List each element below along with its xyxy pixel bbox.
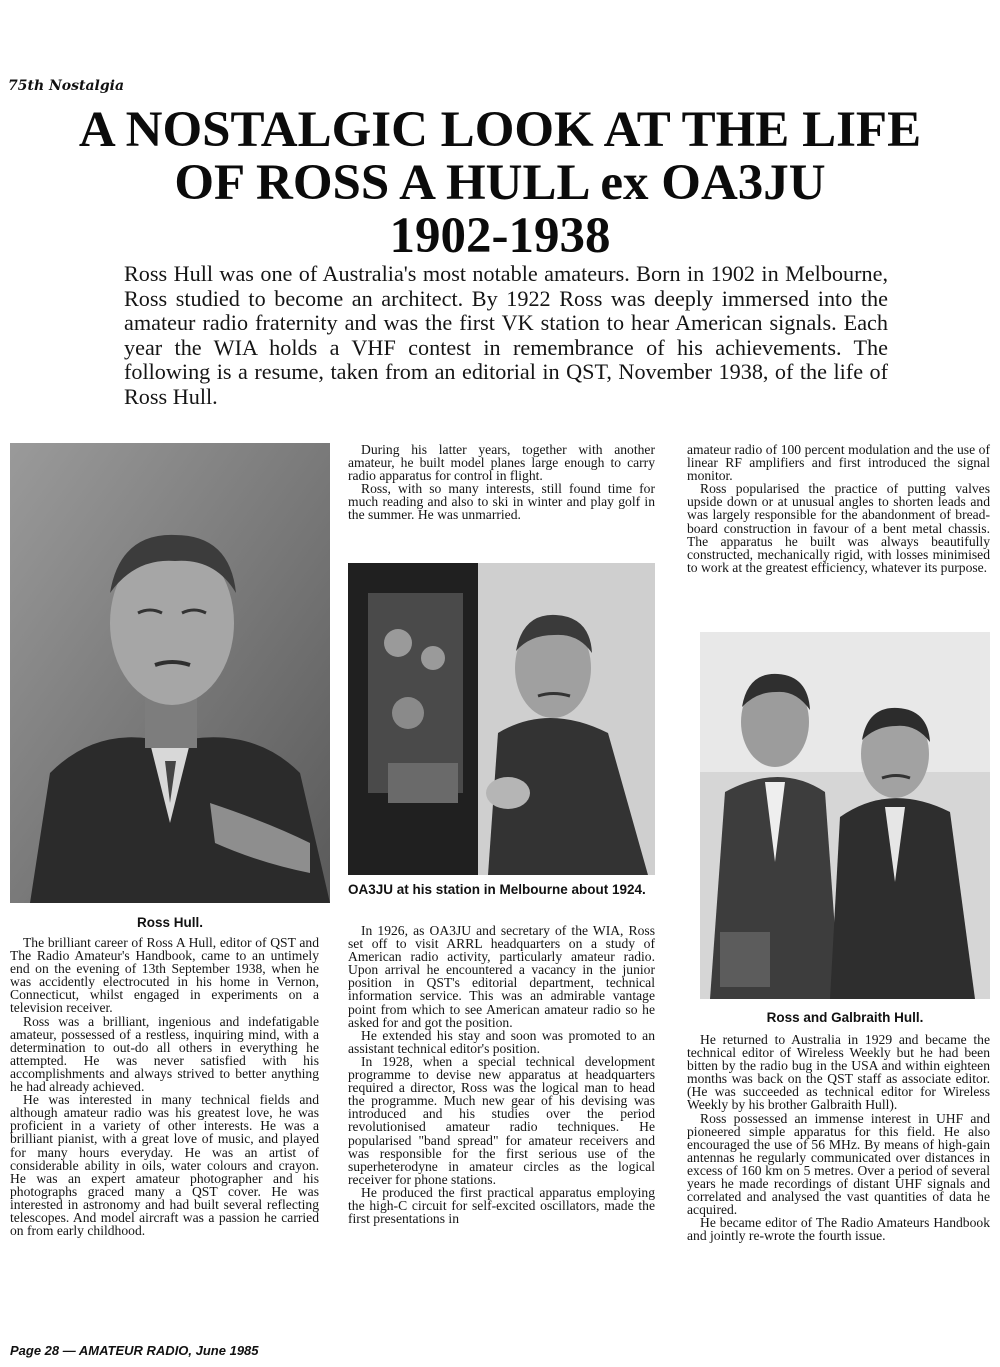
column-3-bottom-text xyxy=(687,1033,990,1243)
headline xyxy=(30,104,970,263)
intro-paragraph: Ross Hull was one of Australia's most notable amateurs. Born in 1902 in Melbourne, Ross studied to become an architect. By 1922 Ross was deeply immersed into the amateur radio fraternity and was the first VK station to hear American signals. Each year the WIA holds a VHF contest in remembrance of his achievements. The following is a resume, taken from an editorial in QST, November 1938, of the life of Ross Hull. xyxy=(124,261,888,409)
paragraph: He was interested in many technical fields and although amateur radio was his greatest love, he was proficient in a variety of other interests. He was a brilliant pianist, with a great love of music, and played for many hours everyday. He was an artist of considerable ability in oils, water colours and crayon. He was an expert amateur photographer and his photographs graced many a QST cover. He was interested in astronomy and had built several reflecting telescopes. And model aircraft was a passion he carried on from early childhood. xyxy=(10,1092,319,1239)
paragraph: He returned to Australia in 1929 and became the technical editor of Wireless Weekly but he had been bitten by the radio bug in the USA and within eighteen months was back on the QST staff as associate editor. (He was succeeded as technical editor for Wireless Weekly by his brother Galbraith Hull). xyxy=(687,1032,990,1113)
paragraph: In 1926, as OA3JU and secretary of the WIA, Ross set off to visit ARRL headquarters on a study of American radio activity, particularly amateur radio. Upon arrival he encountered a vacancy in the junior position in QST's editorial department, technical information service. This was an admirable vantage point from which to see American amateur radio so he asked for and got the position. xyxy=(348,923,655,1030)
paragraph: He became editor of The Radio Amateurs Handbook and jointly re-wrote the fourth issue. xyxy=(687,1215,990,1244)
paragraph: Ross popularised the practice of putting valves upside down or at unusual angles to shorten leads and was largely responsible for the abandonment of bread-board construction in favour of a bent metal chassis. The apparatus he built was always beautifully constructed, mechanically rigid, with losses minimised to work at the greatest efficiency, whatever its purpose. xyxy=(687,481,990,575)
page-footer: Page 28 — AMATEUR RADIO, June 1985 xyxy=(10,1343,259,1358)
ross-hull-portrait-photo xyxy=(10,443,330,903)
ross-and-galbraith-photo xyxy=(700,632,990,999)
paragraph: Ross, with so many interests, still found time for much reading and also to ski in winter and play golf in the summer. He was unmarried. xyxy=(348,481,655,523)
column-2-top-text xyxy=(348,443,655,522)
station-photo xyxy=(348,563,655,875)
paragraph: Ross was a brilliant, ingenious and indefatigable amateur, possessed of a restless, inquiring mind, with a determination to out-do all others in everything he attempted. He was never satisfied with his accomplishments and always strived to better anything he had already achieved. xyxy=(10,1013,319,1095)
paragraph: Ross possessed an immense interest in UHF and pioneered simple apparatus for this field. He also encouraged the use of 56 MHz. By means of high-gain antennas he regularly communicated over distances in excess of 160 km on 5 metres. Over a period of several years he made recordings of distant UHF signals and correlated and analysed the vast quantities of data he acquired. xyxy=(687,1110,990,1218)
paragraph: The brilliant career of Ross A Hull, editor of QST and The Radio Amateur's Handbook, came to an untimely end on the evening of 13th September 1938, when he was accidently electrocuted in his home in Vernon, Connecticut, whilst engaged in experiments on a television receiver. xyxy=(10,935,319,1016)
paragraph: amateur radio of 100 percent modulation and the use of linear RF amplifiers and first introduced the signal monitor. xyxy=(687,442,990,484)
station-caption: OA3JU at his station in Melbourne about 1924. xyxy=(348,882,646,897)
paragraph: He extended his stay and soon was promoted to an assistant technical editor's position. xyxy=(348,1027,655,1056)
portrait-caption: Ross Hull. xyxy=(136,915,203,930)
section-tag: 75th Nostalgia xyxy=(8,78,125,94)
paragraph: During his latter years, together with another amateur, he built model planes large enough to carry radio apparatus for control in flight. xyxy=(348,442,655,484)
paragraph: In 1928, when a special technical development programme to devise new apparatus at headquarters required a director, Ross was the logical man to head the programme. Much new gear of his devising was introduced and his studies over the period revolutionised amateur radio techniques. He popularised "band spread" for amateur receivers and was responsible for the first serious use of the superheterodyne in amateur circles as the logical receiver for phone stations. xyxy=(348,1053,655,1187)
column-1-text xyxy=(10,936,319,1237)
paragraph: He produced the first practical apparatus employing the high-C circuit for self-excited oscillators, made the first presentations in xyxy=(348,1184,655,1227)
headline-line-1: A NOSTALGIC LOOK AT THE LIFE xyxy=(78,102,922,158)
headline-line-2: OF ROSS A HULL ex OA3JU xyxy=(174,155,826,211)
column-3-top-text xyxy=(687,443,990,574)
headline-line-3: 1902-1938 xyxy=(389,208,611,264)
brothers-caption: Ross and Galbraith Hull. xyxy=(766,1010,924,1025)
column-2-bottom-text xyxy=(348,924,655,1225)
